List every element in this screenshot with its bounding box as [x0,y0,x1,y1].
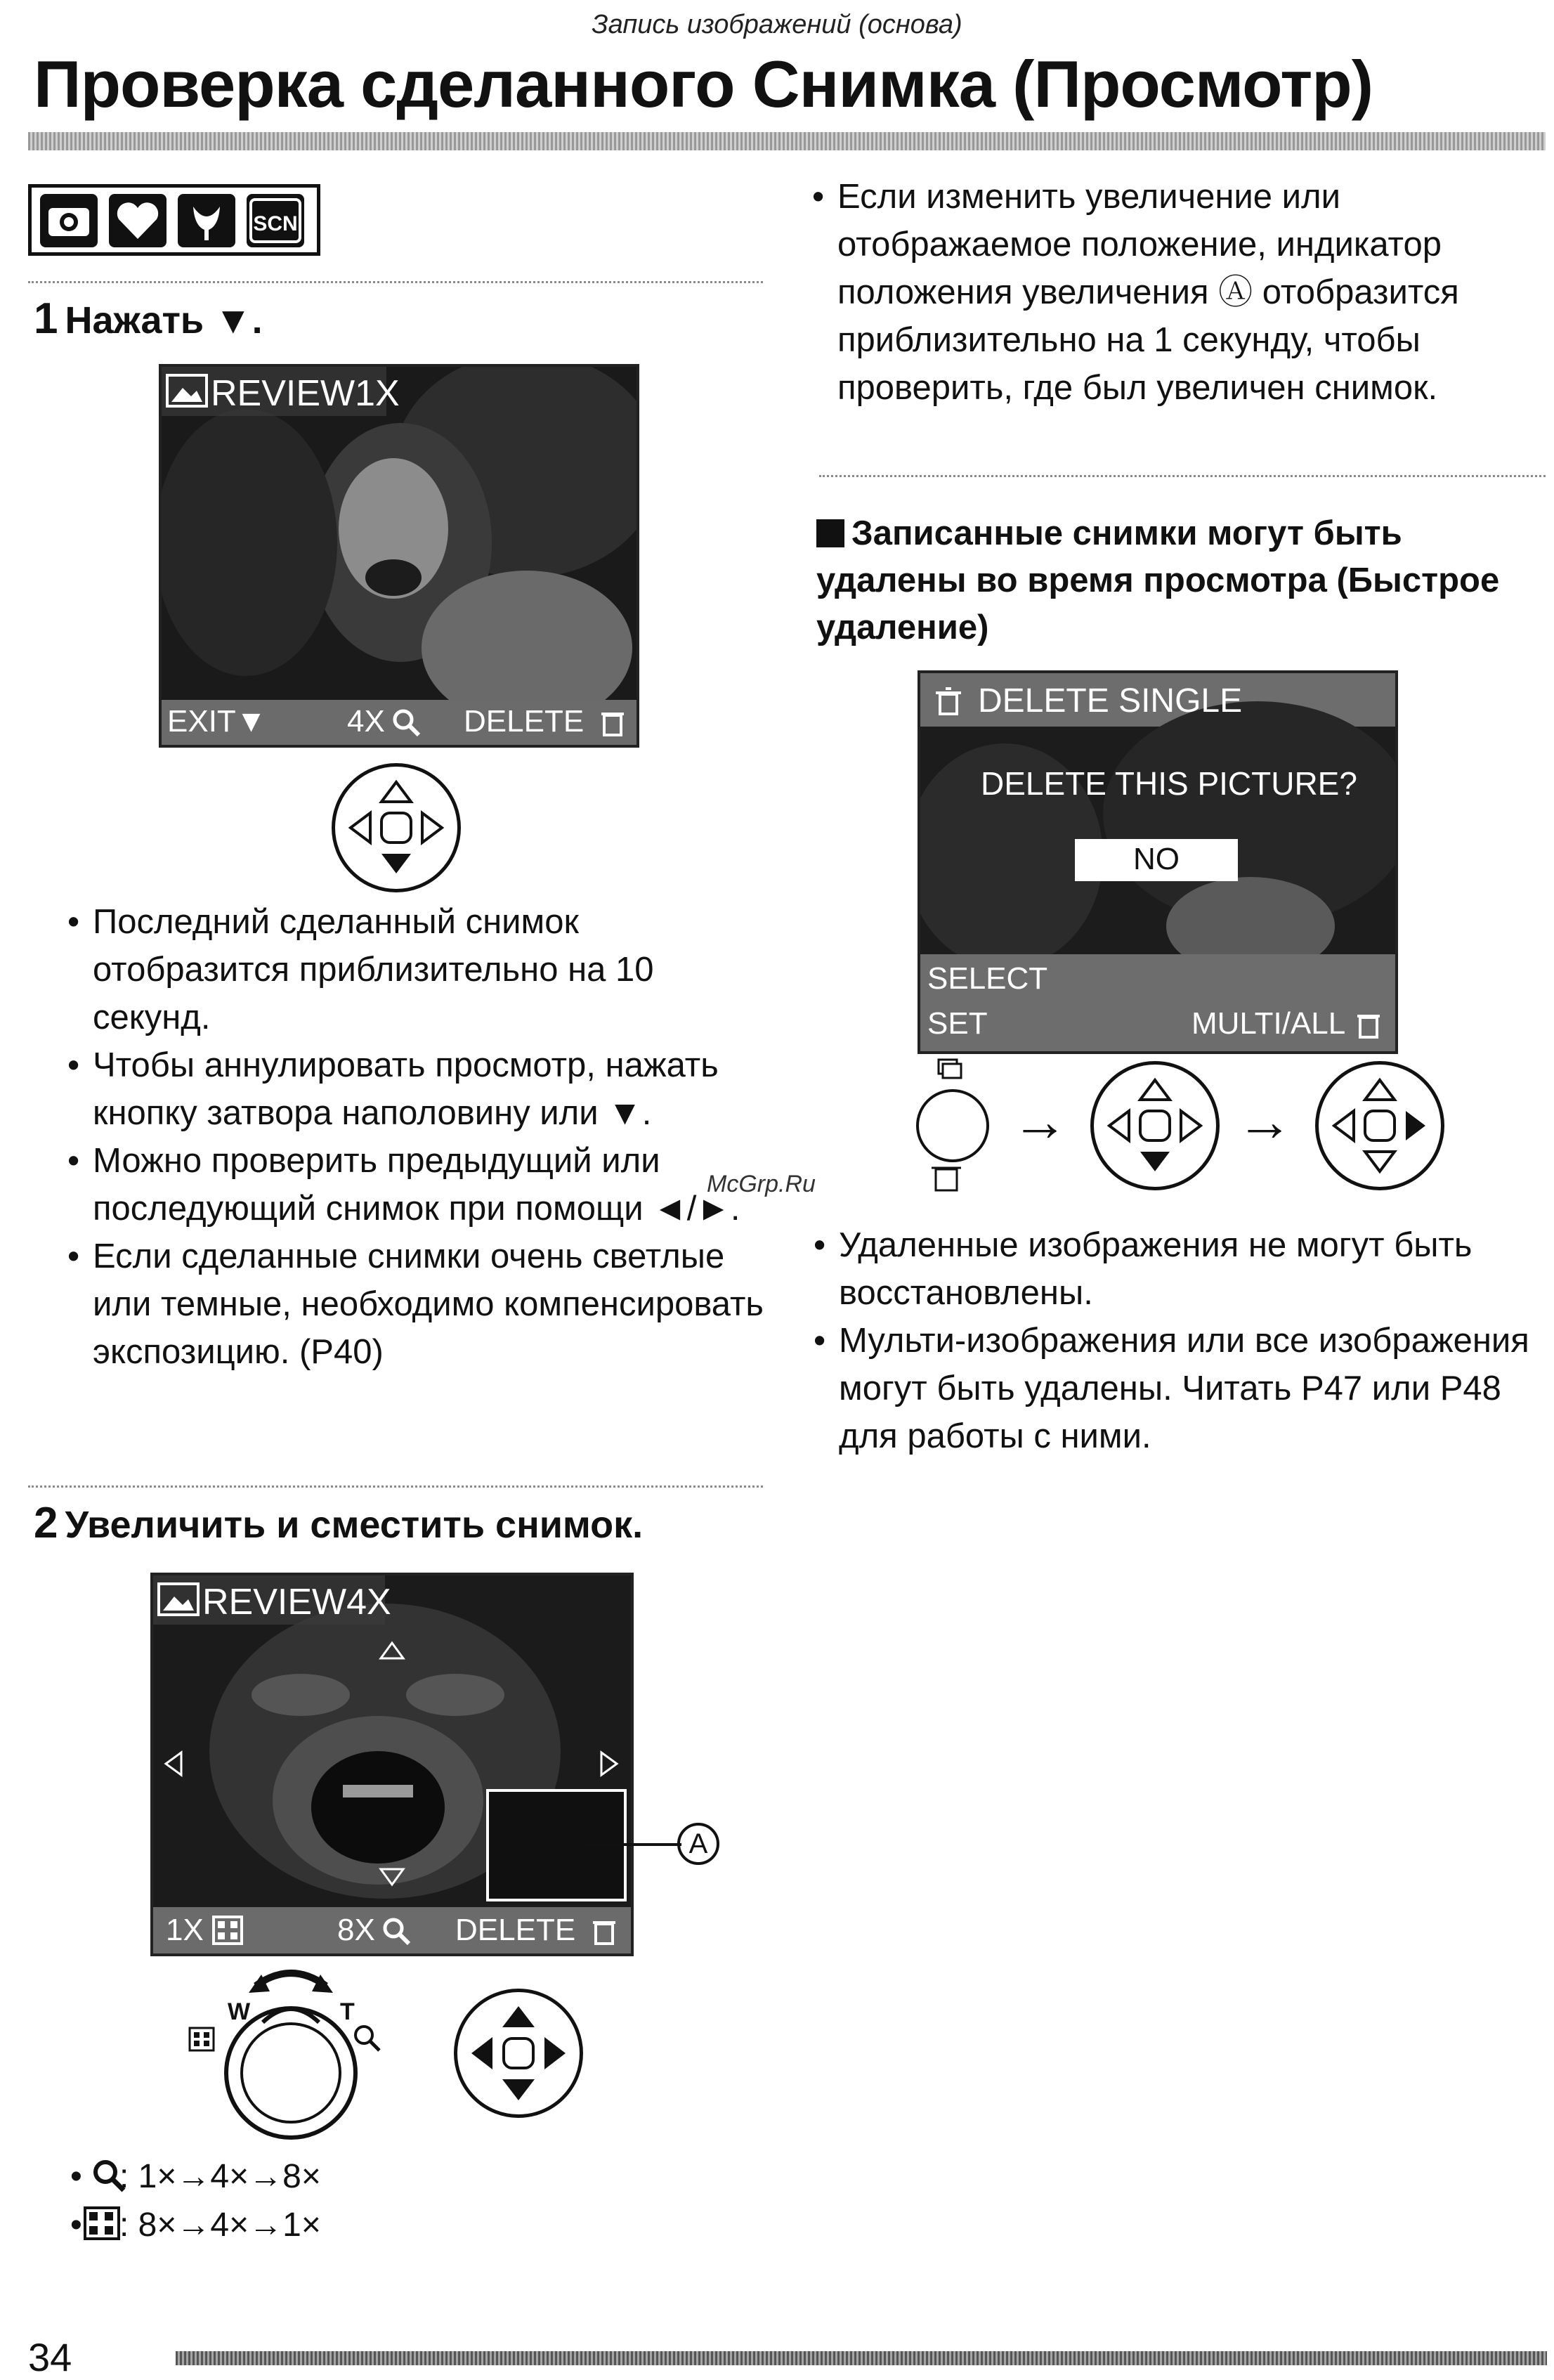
multi-playback-icon [212,1916,243,1953]
mode-icons-box [28,184,320,256]
delete-note-bullet: • Мульти-изображения или все изображения могут быть удалены. Читать P47 или P48 для работы с ними. [814,1317,1547,1460]
step-1-bullet: • Если сделанные снимки очень светлые или темные, необходимо компенсировать экспозицию. (P40) [67,1233,770,1376]
review-4x-osd: REVIEW4X [202,1582,391,1623]
sequence-arrow-icon: → [1236,1090,1293,1152]
trash-icon [1354,1009,1383,1043]
square-bullet-icon [816,519,844,547]
step-1-heading [34,294,263,344]
heart-icon [109,194,166,247]
zoom-seq-tele-text: : 1×→4×→8× [119,2158,321,2195]
delete-button[interactable] [916,1089,989,1162]
watermark: McGrp.Ru [707,1171,816,1197]
set-label: SET [927,1006,988,1041]
macro-icon [178,194,235,247]
divider [819,475,1546,477]
trash-icon [599,707,627,746]
sequence-arrow-icon: → [1012,1090,1068,1152]
camera-icon [40,194,98,247]
step-1-text: Нажать ▼. [65,299,263,342]
zoom-8x-label: 8X [337,1913,375,1947]
delete-question: DELETE THIS PICTURE? [981,765,1357,802]
step-1-number: 1 [34,294,58,343]
delete-label: DELETE [455,1913,576,1947]
step-1-bullet: • Можно проверить предыдущий или последующий снимок при помощи ◄/►. [67,1137,770,1233]
exit-label: EXIT▼ [167,704,267,739]
callout-a-marker: A [677,1823,719,1865]
step-1-bullet: • Последний сделанный снимок отобразится приблизительно на 10 секунд. [67,898,770,1041]
review-1x-bottom-bar [162,700,636,745]
zoom-position-bullet: • Если изменить увеличение или отображаемое положение, индикатор положения увеличения Ⓐ отобразится приблизительно на 1 секунду, чтобы проверить, где был увеличен снимок. [812,173,1543,412]
step-2-number: 2 [34,1499,58,1547]
lever-t-label: T [340,1998,355,2025]
zoom-lever[interactable] [185,1960,396,2143]
select-label: SELECT [927,961,1048,996]
zoom-seq-tele: • : 1×→4×→8× [70,2158,321,2195]
divider [28,281,763,283]
no-option[interactable]: NO [1133,842,1180,876]
scn-label: SCN [253,212,298,235]
magnifier-icon [391,707,422,746]
step-2-text: Увеличить и сместить снимок. [65,1504,644,1546]
step-1-bullet: • Чтобы аннулировать просмотр, нажать кнопку затвора наполовину или ▼. [67,1041,770,1137]
scn-icon [247,194,304,247]
delete-single-header: DELETE SINGLE [978,682,1243,720]
footer-bar [176,2351,1547,2365]
multi-playback-icon [82,2205,122,2242]
zoom-position-note [812,173,1543,412]
title-underline [28,132,1546,150]
magnifier-icon [381,1916,412,1954]
cursor-pad-right[interactable] [1315,1061,1444,1190]
delete-single-screen [918,670,1398,1054]
delete-notes [814,1221,1547,1460]
zoom-seq-wide: • : 8×→4×→1× [70,2206,321,2244]
quick-delete-heading [816,510,1547,651]
quick-delete-heading-text: Записанные снимки могут быть удалены во время просмотра (Быстрое удаление) [816,514,1500,646]
delete-note-bullet: • Удаленные изображения не могут быть восстановлены. [814,1221,1547,1317]
delete-single-trash-icon [932,683,965,720]
page-title: Проверка сделанного Снимка (Просмотр) [34,47,1373,121]
review-4x-bottom-bar [153,1907,631,1953]
lever-w-label: W [228,1998,251,2025]
page-number: 34 [28,2335,72,2379]
review-1x-screen [159,364,639,748]
step-1-bullets [67,898,770,1376]
delete-label: DELETE [464,704,585,739]
zoom-seq-wide-text: : 8×→4×→1× [119,2206,321,2244]
cursor-pad-down[interactable] [332,763,461,892]
review-1x-osd: REVIEW1X [211,373,400,414]
step-2-heading [34,1498,643,1548]
multi-all-label: MULTI/ALL [1191,1006,1346,1041]
divider [28,1485,763,1488]
running-head: Запись изображений (основа) [592,10,962,39]
zoom-1x-label: 1X [166,1913,204,1947]
zoom-4x-label: 4X [347,704,385,739]
review-4x-screen [150,1573,634,1956]
cursor-pad-down[interactable] [1090,1061,1220,1190]
trash-icon [590,1916,618,1954]
cursor-pad-all[interactable] [454,1989,583,2118]
